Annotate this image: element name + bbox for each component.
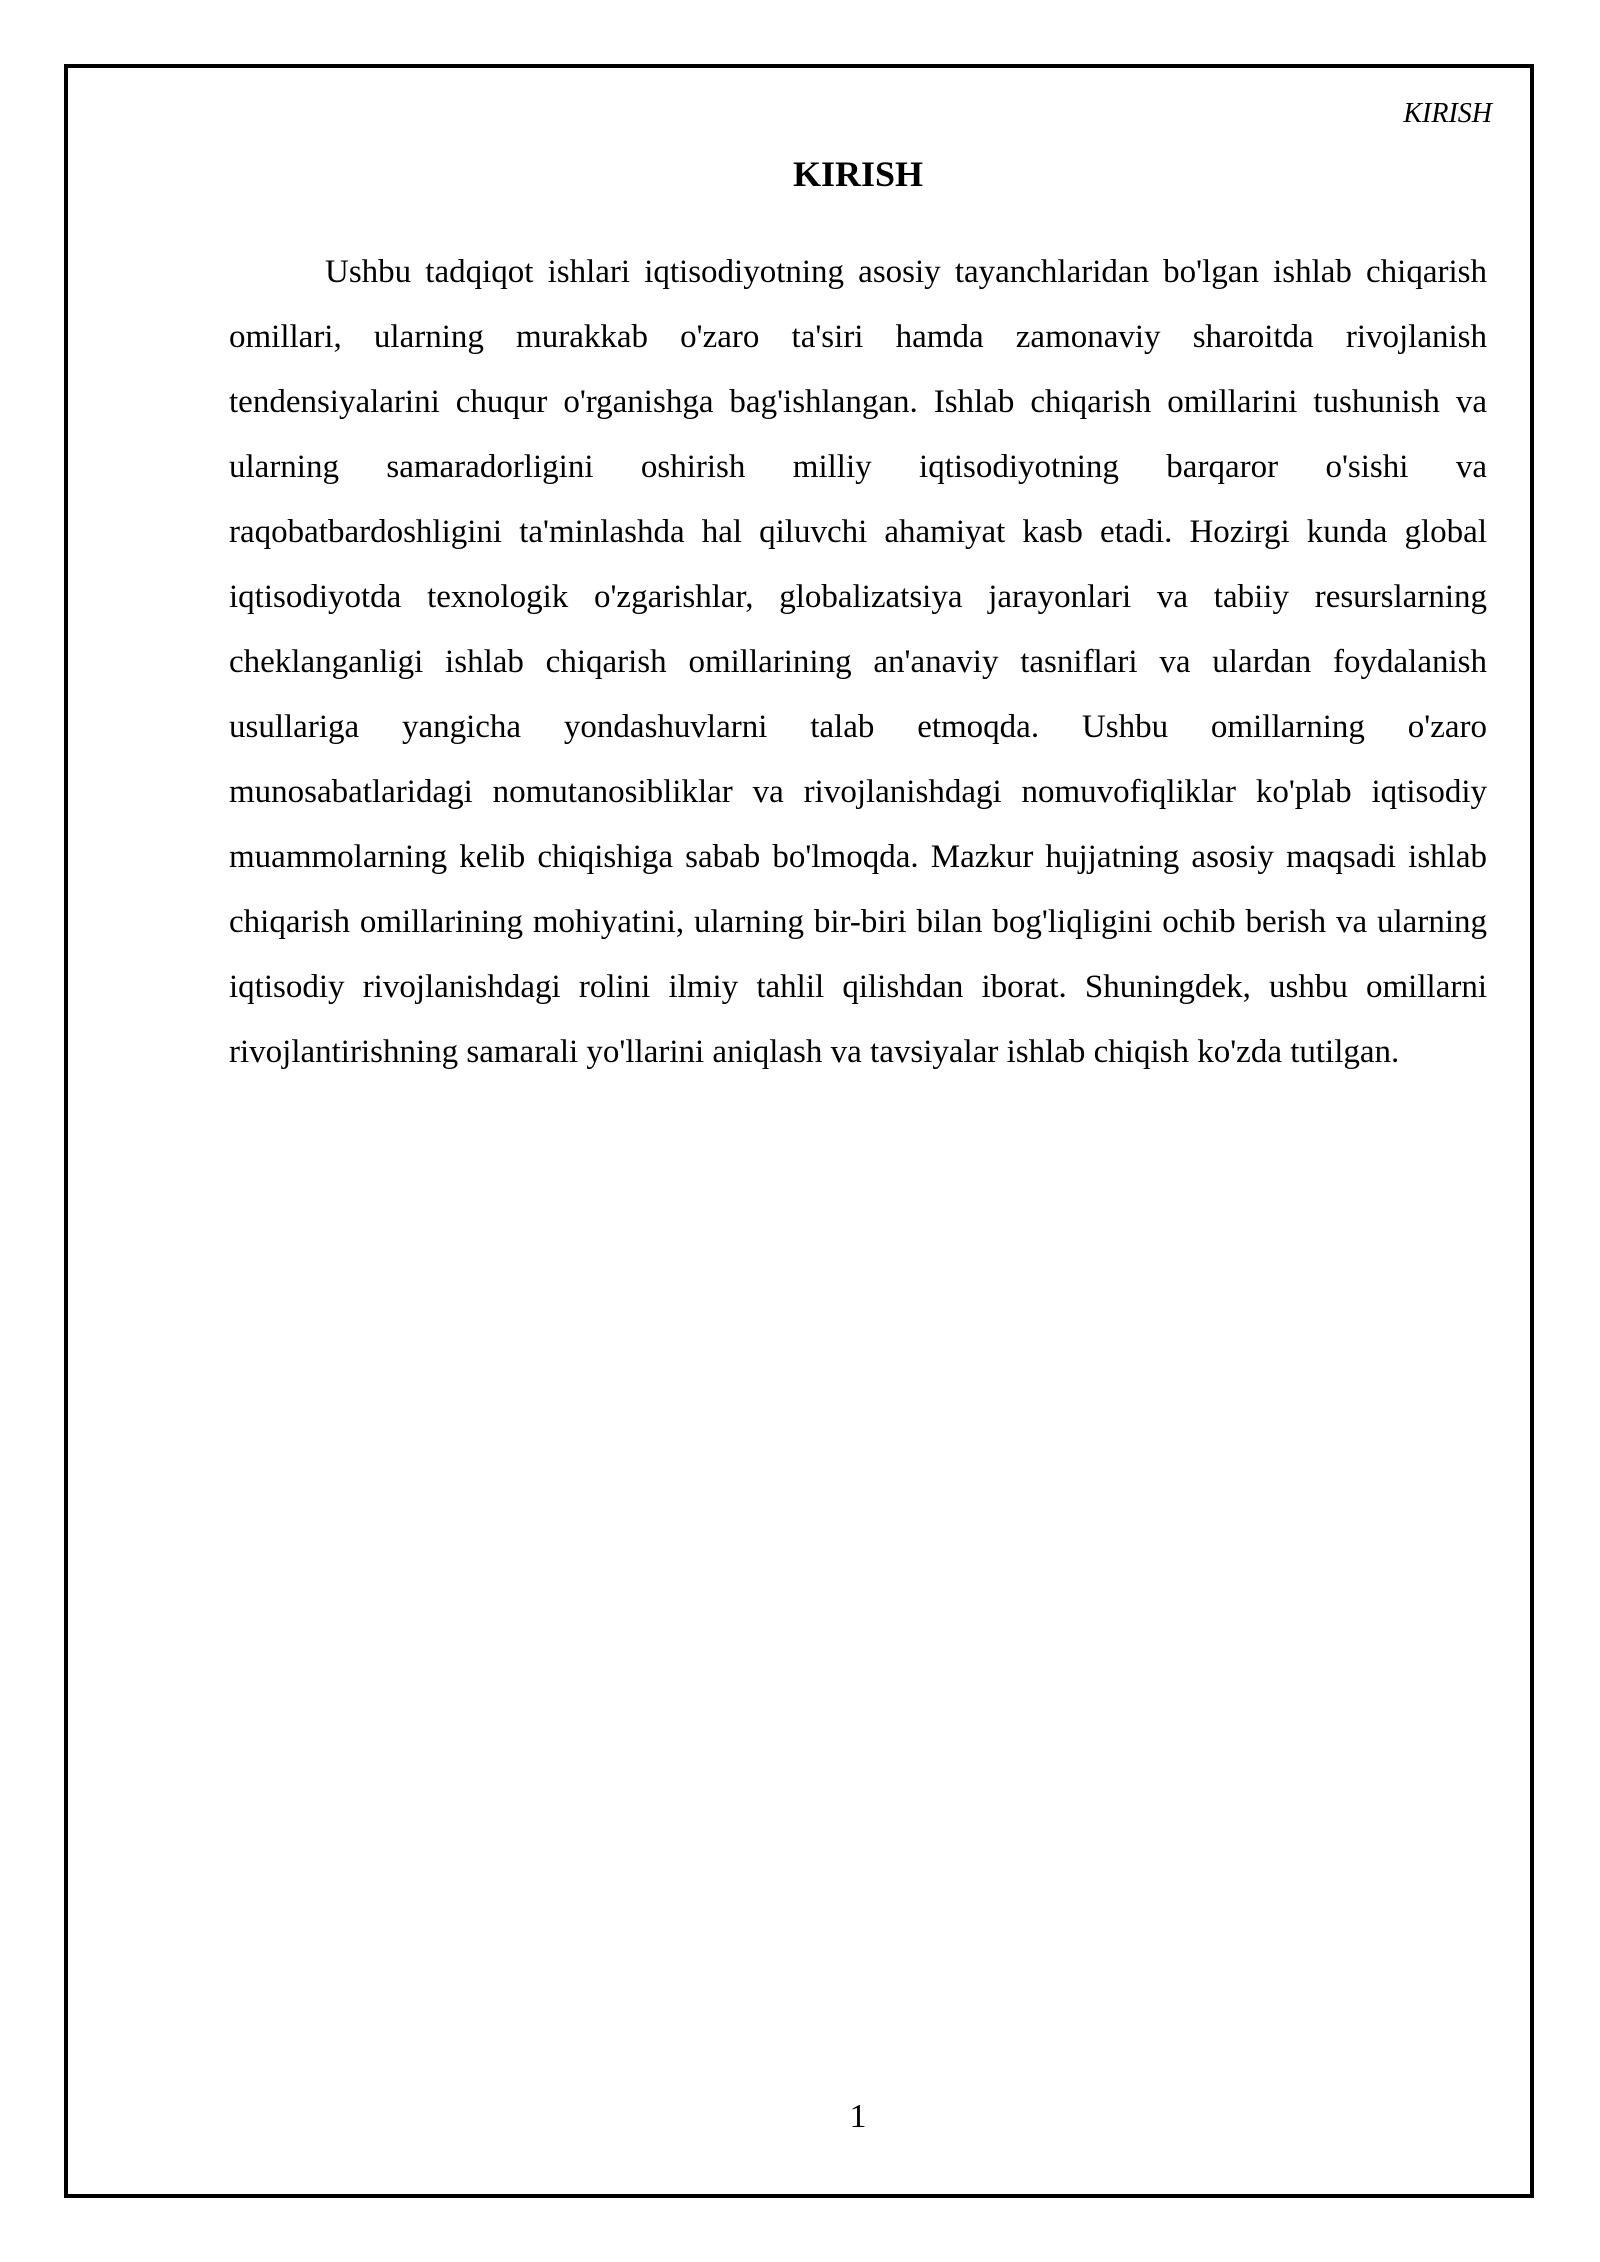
body-paragraph: Ushbu tadqiqot ishlari iqtisodiyotning asosiy tayanchlaridan bo'lgan ishlab chiqarish omillari, ularning murakkab o'zaro ta'siri hamda zamonaviy sharoitda rivojlanish tendensiyalarini chuqur o'rganishga bag'ishlangan. Ishlab chiqarish omillarini tushunish va ularning samaradorligini oshirish milliy iqtisodiyotning barqaror o'sishi va raqobatbardoshligini ta'minlashda hal qiluvchi ahamiyat kasb etadi. Hozirgi kunda global iqtisodiyotda texnologik o'zgarishlar, globalizatsiya jarayonlari va tabiiy resurslarning cheklanganligi ishlab chiqarish omillarining an'anaviy tasniflari va ulardan foydalanish usullariga yangicha yondashuvlarni talab etmoqda. Ushbu omillarning o'zaro munosabatlaridagi nomutanosibliklar va rivojlanishdagi nomuvofiqliklar ko'plab iqtisodiy muammolarning kelib chiqishiga sabab bo'lmoqda. Mazkur hujjatning asosiy maqsadi ishlab chiqarish omillarining mohiyatini, ularning bir-biri bilan bog'liqligini ochib berish va ularning iqtisodiy rivojlanishdagi rolini ilmiy tahlil qilishdan iborat. Shuningdek, ushbu omillarni rivojlantirishning samarali yo'llarini aniqlash va tavsiyalar ishlab chiqish ko'zda tutilgan. [229,254,1487,1070]
section-title: KIRISH [792,154,924,194]
page-number: 1 [849,2098,867,2135]
running-header: KIRISH [1403,98,1492,129]
